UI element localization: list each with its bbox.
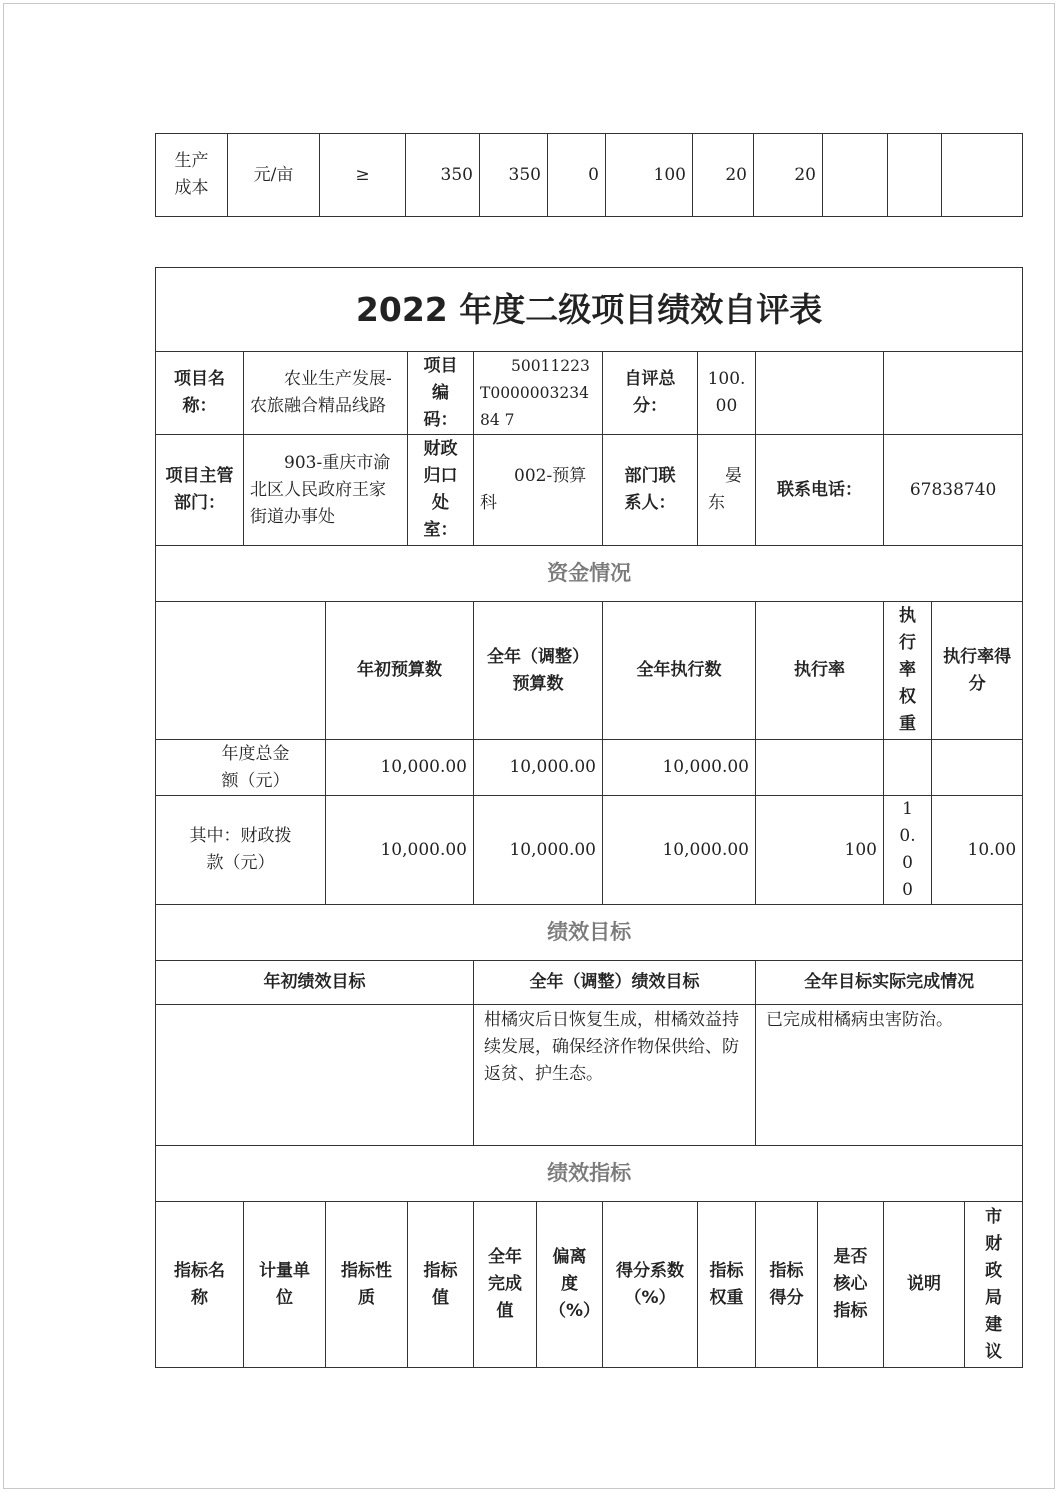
blank-info-cell [884, 352, 1023, 435]
funds-weight-value [884, 740, 932, 796]
indicator-note-cell [888, 134, 942, 217]
initial-goal-text [156, 1005, 474, 1146]
adjusted-budget-header: 全年（调整）预算数 [474, 602, 603, 740]
funds-total-row [156, 740, 1023, 796]
funds-header-blank [156, 602, 326, 740]
project-code-label: 项目编码： [408, 352, 474, 435]
self-score-label: 自评总分： [603, 352, 698, 435]
indicators-section-title: 绩效指标 [156, 1146, 1023, 1202]
finance-office-value: 002-预算科 [474, 435, 603, 546]
title-row [156, 268, 1023, 352]
goals-header-row [156, 961, 1023, 1005]
indicator-weight-header: 指标权重 [698, 1202, 756, 1368]
funds-fiscal-row [156, 796, 1023, 905]
indicator-unit-cell: 元/亩 [228, 134, 320, 217]
indicator-coefficient-cell: 100 [606, 134, 693, 217]
page-title: 2022 年度二级项目绩效自评表 [156, 268, 1023, 352]
table-row [156, 134, 1023, 217]
indicator-core-cell [823, 134, 888, 217]
actual-goal-text: 已完成柑橘病虫害防治。 [756, 1005, 1023, 1146]
indicators-header-row [156, 1202, 1023, 1368]
indicator-core-header: 是否核心指标 [818, 1202, 884, 1368]
initial-budget-header: 年初预算数 [326, 602, 474, 740]
funds-section-title: 资金情况 [156, 546, 1023, 602]
indicator-completed-cell: 350 [480, 134, 548, 217]
funds-executed-value: 10,000.00 [603, 796, 756, 905]
funds-score-value [932, 740, 1023, 796]
funds-section-row [156, 546, 1023, 602]
department-info-row [156, 435, 1023, 546]
indicator-coefficient-header: 得分系数（%） [603, 1202, 698, 1368]
funds-adjusted-value: 10,000.00 [474, 740, 603, 796]
continued-indicator-table [155, 133, 1023, 217]
indicator-suggestion-cell [942, 134, 1023, 217]
finance-office-label: 财政归口处室： [408, 435, 474, 546]
indicator-weight-cell: 20 [693, 134, 754, 217]
funds-adjusted-value: 10,000.00 [474, 796, 603, 905]
exec-rate-header: 执行率 [756, 602, 884, 740]
funds-header-row [156, 602, 1023, 740]
project-info-row [156, 352, 1023, 435]
initial-goal-header: 年初绩效目标 [156, 961, 474, 1005]
goals-section-title: 绩效目标 [156, 905, 1023, 961]
self-evaluation-table [155, 267, 1023, 1368]
funds-initial-value: 10,000.00 [326, 796, 474, 905]
indicator-suggestion-header: 市财政局建议 [965, 1202, 1023, 1368]
indicator-target-cell: 350 [406, 134, 480, 217]
actual-goal-header: 全年目标实际完成情况 [756, 961, 1023, 1005]
indicator-nature-cell: ≥ [320, 134, 406, 217]
adjusted-goal-header: 全年（调整）绩效目标 [474, 961, 756, 1005]
dept-label: 项目主管部门： [156, 435, 244, 546]
goals-content-row [156, 1005, 1023, 1146]
blank-info-cell [756, 352, 884, 435]
indicator-name-cell: 生产成本 [156, 134, 228, 217]
indicator-note-header: 说明 [884, 1202, 965, 1368]
goals-section-row [156, 905, 1023, 961]
adjusted-goal-text: 柑橘灾后日恢复生成，柑橘效益持续发展，确保经济作物保供给、防返贫、护生态。 [474, 1005, 756, 1146]
indicator-completed-header: 全年完成值 [474, 1202, 537, 1368]
indicator-nature-header: 指标性质 [326, 1202, 408, 1368]
funds-row-label: 年度总金额（元） [156, 740, 326, 796]
indicator-deviation-header: 偏离度（%） [537, 1202, 603, 1368]
contact-label: 部门联系人： [603, 435, 698, 546]
phone-value: 67838740 [884, 435, 1023, 546]
indicator-name-header: 指标名称 [156, 1202, 244, 1368]
dept-value: 903-重庆市渝北区人民政府王家街道办事处 [244, 435, 408, 546]
exec-score-header: 执行率得分 [932, 602, 1023, 740]
funds-rate-value [756, 740, 884, 796]
funds-executed-value: 10,000.00 [603, 740, 756, 796]
project-name-value: 农业生产发展-农旅融合精品线路 [244, 352, 408, 435]
executed-header: 全年执行数 [603, 602, 756, 740]
indicator-score-header: 指标得分 [756, 1202, 818, 1368]
funds-initial-value: 10,000.00 [326, 740, 474, 796]
funds-row-label: 其中：财政拨款（元） [156, 796, 326, 905]
funds-weight-value: 10.00 [884, 796, 932, 905]
indicator-deviation-cell: 0 [548, 134, 606, 217]
phone-label: 联系电话： [756, 435, 884, 546]
funds-rate-value: 100 [756, 796, 884, 905]
project-name-label: 项目名称： [156, 352, 244, 435]
self-score-value: 100.00 [698, 352, 756, 435]
indicator-value-header: 指标值 [408, 1202, 474, 1368]
exec-weight-header: 执行率权重 [884, 602, 932, 740]
funds-score-value: 10.00 [932, 796, 1023, 905]
indicator-unit-header: 计量单位 [244, 1202, 326, 1368]
contact-value: 晏东 [698, 435, 756, 546]
indicator-score-cell: 20 [754, 134, 823, 217]
project-code-value: 50011223T000000323484 7 [474, 352, 603, 435]
indicators-section-row [156, 1146, 1023, 1202]
